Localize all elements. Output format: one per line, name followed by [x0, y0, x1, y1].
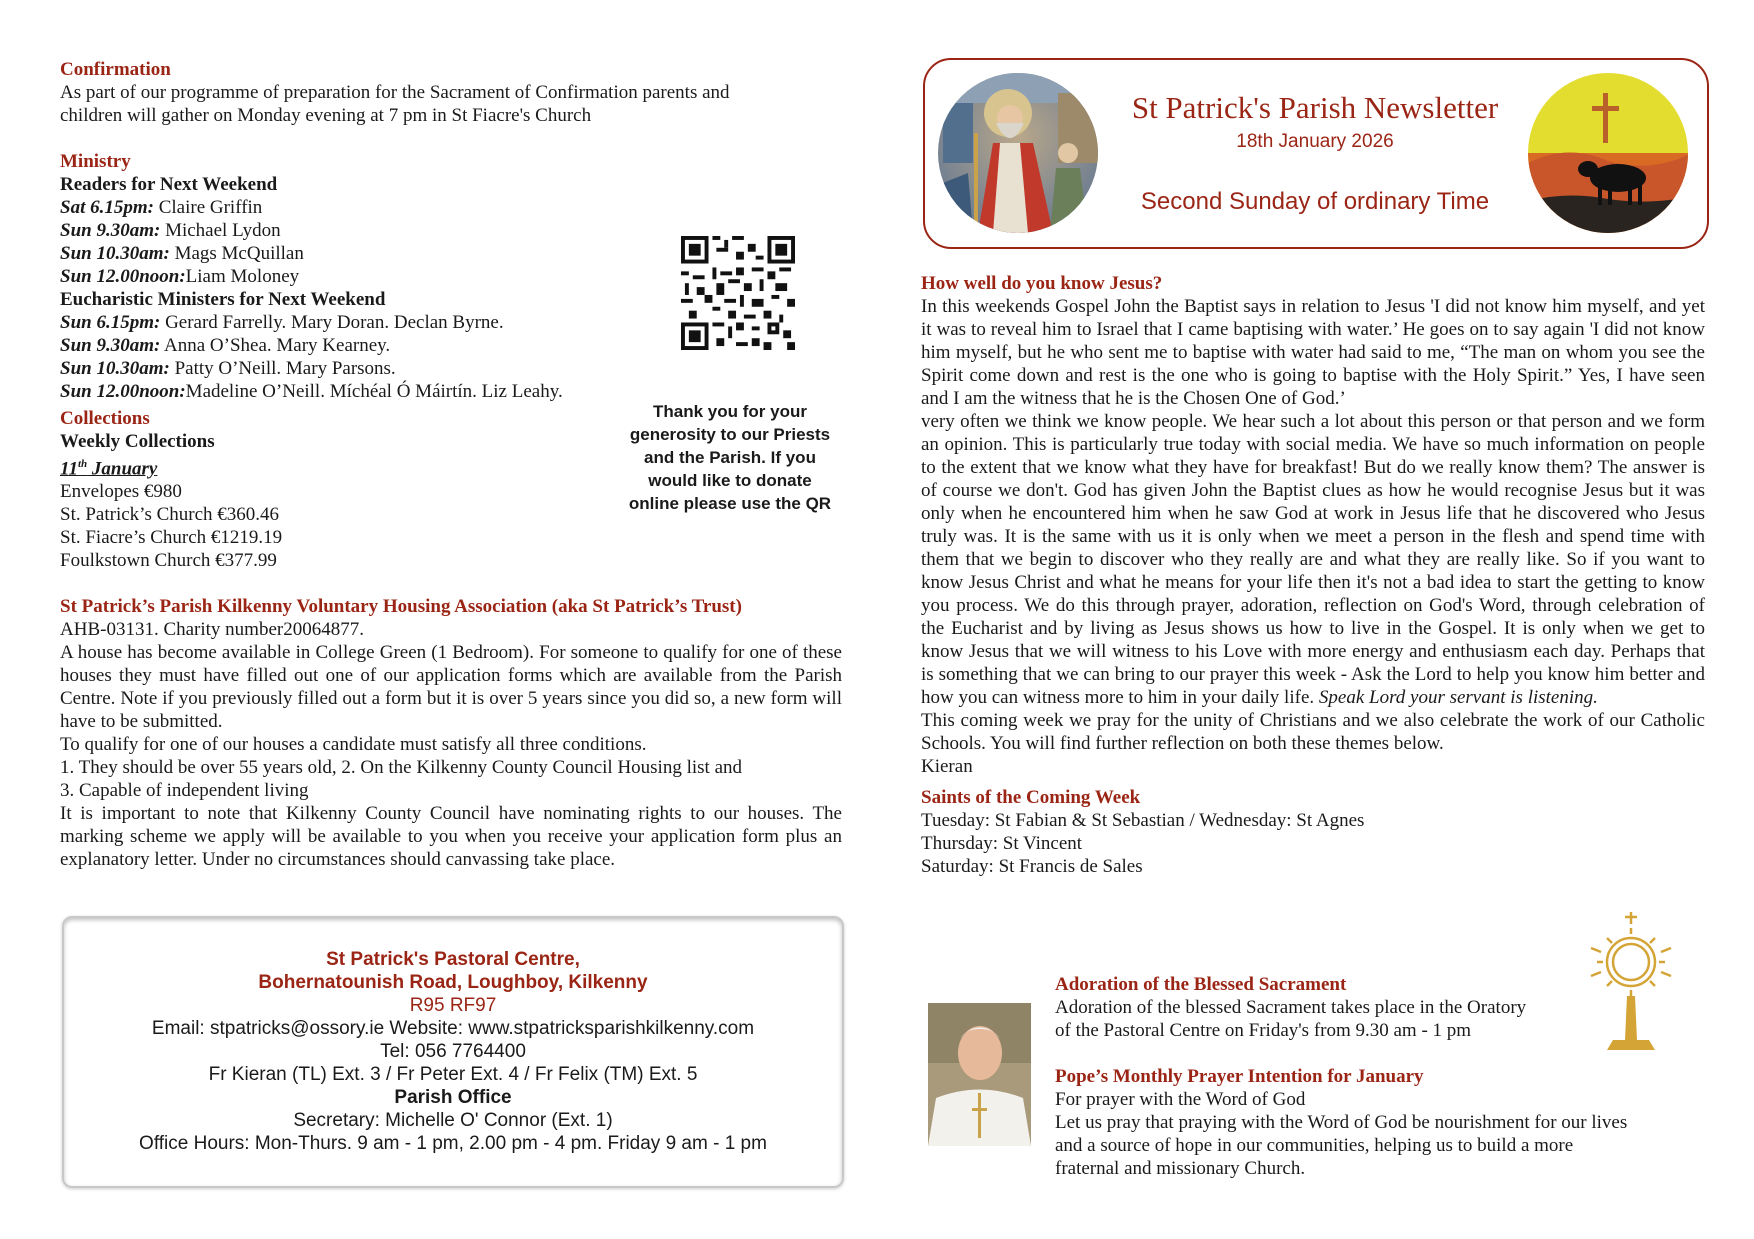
confirmation-line-2: children will gather on Monday evening at 7 pm in St Fiacre's Church: [60, 105, 592, 126]
pastoral-centre-address: Bohernatounish Road, Loughboy, Kilkenny: [258, 972, 648, 993]
pope-intention-line-4: fraternal and missionary Church.: [1055, 1158, 1306, 1179]
housing-para-2: It is important to note that Kilkenny County Council have nominating rights to our houses. The marking scheme we apply will be available to you when you receive your application form plus an explanatory letter. Under no circumstances should canvassing take place.: [60, 803, 842, 871]
pope-photo: [928, 1003, 1031, 1146]
saints-heading: Saints of the Coming Week: [921, 787, 1141, 808]
eucharistic-heading: Eucharistic Ministers for Next Weekend: [60, 289, 386, 310]
reader-time: Sun 9.30am:: [60, 220, 161, 241]
housing-condition-3: 3. Capable of independent living: [60, 780, 309, 802]
saints-line: Tuesday: St Fabian & St Sebastian / Wednesday: St Agnes: [921, 810, 1365, 831]
donate-qr-code[interactable]: [681, 236, 795, 350]
reader-time: Sun 12.00noon:: [60, 266, 186, 287]
housing-ref: AHB-03131. Charity number20064877.: [60, 619, 364, 641]
eucharistic-names: Madeline O’Neill. Míchéal Ó Máirtín. Liz Leahy.: [185, 381, 563, 402]
adoration-heading: Adoration of the Blessed Sacrament: [1055, 974, 1347, 995]
right-column: [921, 272, 1705, 878]
jesus-para-3: This coming week we pray for the unity of Christians and we also celebrate the work of our Catholic Schools. You will find further reflection on both these themes below.: [921, 710, 1705, 754]
pope-intention-heading: Pope’s Monthly Prayer Intention for January: [1055, 1066, 1424, 1087]
pastoral-centre-box: [62, 916, 844, 1188]
housing-para-1: A house has become available in College Green (1 Bedroom). For someone to qualify for one of these houses they must have filled out one of our application forms which are available from the Parish Centre. Note if you previously filled out a form but it is over 5 years since you did so, a new form will have to be submitted.: [60, 642, 842, 733]
collection-date-sup: th: [77, 458, 88, 470]
eucharistic-names: Patty O’Neill. Mary Parsons.: [169, 358, 396, 379]
housing-conditions-1-2: 1. They should be over 55 years old, 2. On the Kilkenny County Council Housing list and: [60, 757, 742, 779]
st-patrick-stained-glass-image: [938, 73, 1098, 233]
jesus-heading: How well do you know Jesus?: [921, 273, 1163, 294]
newsletter-title: St Patrick's Parish Newsletter: [1131, 90, 1499, 125]
eucharistic-names: Gerard Farrelly. Mary Doran. Declan Byrne.: [160, 312, 504, 333]
reader-row: [60, 196, 842, 219]
pastoral-centre-eircode: R95 RF97: [409, 995, 497, 1016]
pope-intention-line-1: For prayer with the Word of God: [1055, 1089, 1306, 1110]
reader-names: Liam Moloney: [185, 266, 300, 287]
confirmation-line-1: As part of our programme of preparation for the Sacrament of Confirmation parents and: [60, 82, 730, 103]
collection-item: St. Patrick’s Church €360.46: [60, 504, 280, 526]
collection-date-month: January: [87, 458, 158, 480]
adoration-line-2: of the Pastoral Centre on Friday's from 9.30 am - 1 pm: [1055, 1020, 1472, 1041]
collection-item: St. Fiacre’s Church €1219.19: [60, 527, 283, 549]
housing-heading: St Patrick’s Parish Kilkenny Voluntary Housing Association (aka St Patrick’s Trust): [60, 596, 742, 618]
reader-names: Claire Griffin: [153, 197, 263, 218]
collections-heading: Collections: [60, 408, 150, 429]
lamb-and-cross-image: [1528, 73, 1688, 233]
pope-intention-line-2: Let us pray that praying with the Word of God be nourishment for our lives: [1055, 1112, 1628, 1133]
housing-qualify: To qualify for one of our houses a candidate must satisfy all three conditions.: [60, 734, 647, 756]
eucharistic-time: Sun 6.15pm:: [60, 312, 161, 333]
readers-heading: Readers for Next Weekend: [60, 174, 278, 195]
eucharistic-names: Anna O’Shea. Mary Kearney.: [160, 335, 391, 356]
weekly-collections: Weekly Collections: [60, 431, 215, 452]
eucharistic-time: Sun 12.00noon:: [60, 381, 186, 402]
reader-names: Mags McQuillan: [169, 243, 304, 264]
ministry-heading: Ministry: [60, 151, 131, 172]
liturgical-sunday: Second Sunday of ordinary Time: [1140, 188, 1490, 215]
pastoral-centre-priests: Fr Kieran (TL) Ext. 3 / Fr Peter Ext. 4 / Fr Felix (TM) Ext. 5: [208, 1064, 698, 1085]
pope-intention-line-3: and a source of hope in our communities, helping us to build a more: [1055, 1135, 1574, 1156]
reader-names: Michael Lydon: [160, 220, 281, 241]
eucharistic-time: Sun 9.30am:: [60, 335, 161, 356]
jesus-signoff: Kieran: [921, 756, 973, 777]
confirmation-heading: Confirmation: [60, 59, 171, 80]
jesus-para-2-text: very often we think we know people. We hear such a lot about this person or that person and we form an opinion. This is particularly true today with social media. We have so much information on people to the extent that we know what they have for breakfast! But do we really know them? The answer is of course we don't. God has given John the Baptist clues as how he would recognise Jesus but it was only when he encountered him when he saw God at work in Jesus life that he discovered who Jesus truly was. It is the same with us it is only when we meet a person in the flesh and spend time with them that we begin to discover who they really are and what they are really like. So if you want to know Jesus Christ and what he means for your life then it's not a bad idea to start the getting to know you process. We do this through prayer, adoration, reflection on God's Word, through celebration of the Eucharist and by living as Jesus shows us how to live in the Gospel. It is only when we get to know Jesus that we will witness to his Love with more energy and enthusiasm each day. Perhaps that is something that we can bring to our prayer this week - Ask the Lord to help you know him better and how you can witness more to him in your daily life.: [921, 411, 1705, 708]
pastoral-centre-tel: Tel: 056 7764400: [380, 1041, 526, 1062]
eucharistic-row: [60, 357, 842, 380]
parish-office-heading: Parish Office: [394, 1087, 512, 1108]
collection-item: Foulkstown Church €377.99: [60, 550, 277, 572]
newsletter-date: 18th January 2026: [1236, 131, 1394, 152]
reader-time: Sun 10.30am:: [60, 243, 170, 264]
pastoral-centre-name: St Patrick's Pastoral Centre,: [326, 949, 580, 970]
jesus-para-2-italic: Speak Lord your servant is listening.: [1318, 687, 1598, 708]
saints-line: Thursday: St Vincent: [921, 833, 1083, 854]
reader-time: Sat 6.15pm:: [60, 197, 154, 218]
donate-message: Thank you for your generosity to our Priests and the Parish. If you would like to donate online please use the QR: [628, 402, 832, 513]
pastoral-centre-contact[interactable]: Email: stpatricks@ossory.ie Website: www.stpatricksparishkilkenny.com: [151, 1018, 755, 1039]
collection-item: Envelopes €980: [60, 481, 182, 503]
jesus-para-2: [921, 410, 1705, 709]
parish-office-hours: Office Hours: Mon-Thurs. 9 am - 1 pm, 2.00 pm - 4 pm. Friday 9 am - 1 pm: [139, 1133, 767, 1154]
saints-line: Saturday: St Francis de Sales: [921, 856, 1143, 877]
adoration-line-1: Adoration of the blessed Sacrament takes place in the Oratory: [1055, 997, 1527, 1018]
adoration-section: [1055, 973, 1695, 1180]
parish-office-secretary: Secretary: Michelle O' Connor (Ext. 1): [293, 1110, 613, 1131]
collection-date-day: 11: [60, 458, 78, 480]
eucharistic-time: Sun 10.30am:: [60, 358, 170, 379]
jesus-para-1: In this weekends Gospel John the Baptist says in relation to Jesus 'I did not know him myself, and yet it was to reveal him to Israel that I came baptising with water.’ He goes on to say again 'I did not know him myself, but he who sent me to baptise with water had said to me, “The man on whom you see the Spirit come down and rest is the one who is going to baptise with the Holy Spirit.” Yes, I have seen and I am the witness that he is the Chosen One of God.’: [921, 296, 1705, 409]
